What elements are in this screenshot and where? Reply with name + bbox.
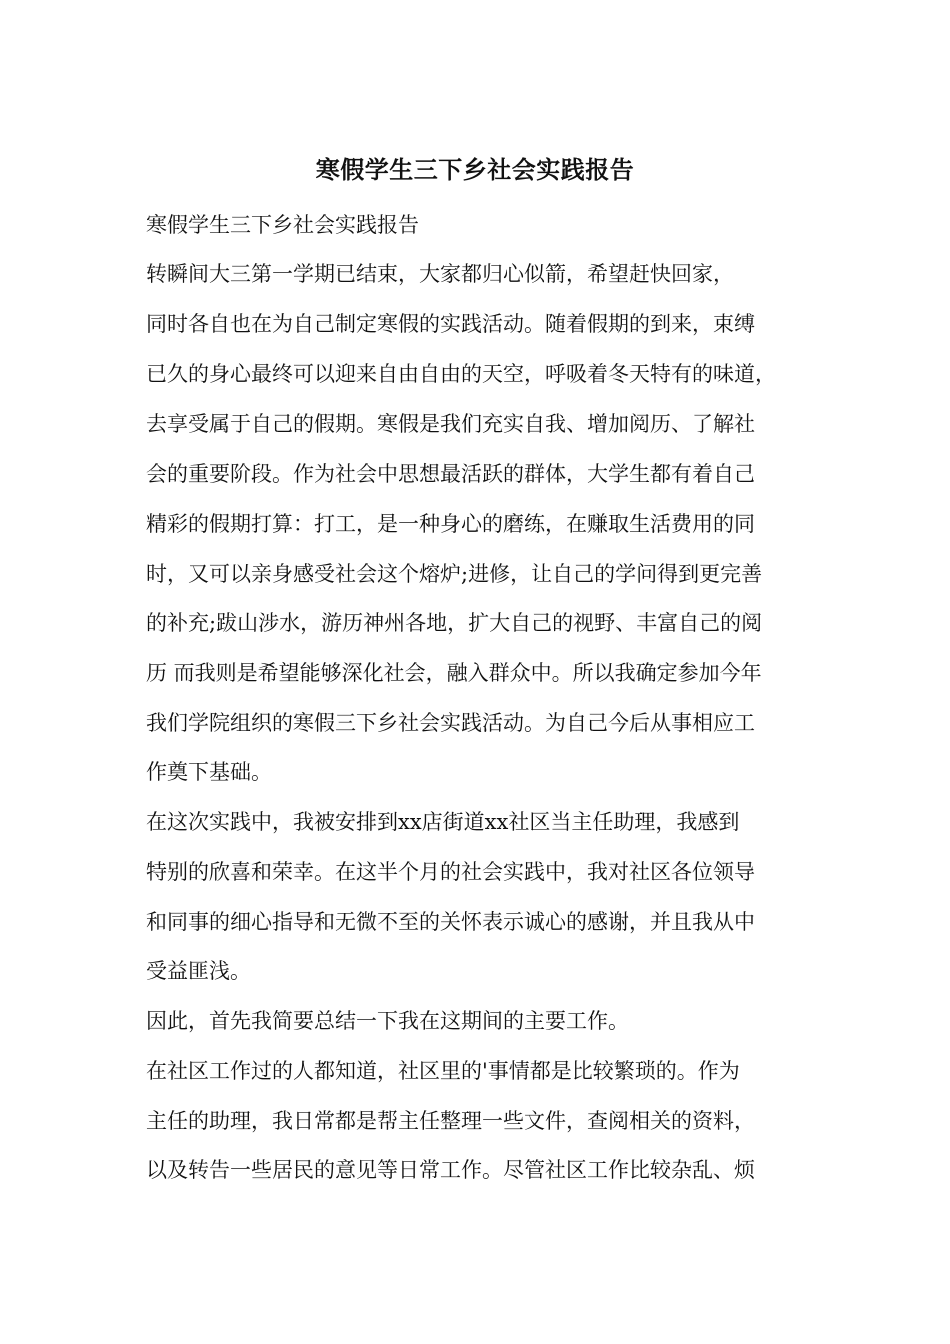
body-line: 去享受属于自己的假期。寒假是我们充实自我、增加阅历、了解社 [146,412,755,436]
body-line: 因此，首先我简要总结一下我在这期间的主要工作。 [146,1009,629,1033]
document-title: 寒假学生三下乡社会实践报告 [315,155,635,184]
body-line: 作奠下基础。 [146,760,272,784]
body-line: 特别的欣喜和荣幸。在这半个月的社会实践中，我对社区各位领导 [146,860,755,884]
body-line: 历 而我则是希望能够深化社会，融入群众中。所以我确定参加今年 [146,661,762,685]
body-line: 以及转告一些居民的意见等日常工作。尽管社区工作比较杂乱、烦 [146,1158,755,1182]
body-line: 时，又可以亲身感受社会这个熔炉;进修，让自己的学问得到更完善 [146,562,763,586]
body-line: 主任的助理，我日常都是帮主任整理一些文件，查阅相关的资料， [146,1109,755,1133]
body-line: 和同事的细心指导和无微不至的关怀表示诚心的感谢，并且我从中 [146,910,755,934]
body-line: 转瞬间大三第一学期已结束，大家都归心似箭，希望赶快回家， [146,262,734,286]
body-line: 同时各自也在为自己制定寒假的实践活动。随着假期的到来，束缚 [146,312,755,336]
body-line: 寒假学生三下乡社会实践报告 [146,213,419,237]
body-line: 我们学院组织的寒假三下乡社会实践活动。为自己今后从事相应工 [146,711,755,735]
body-line: 的补充;跋山涉水，游历神州各地，扩大自己的视野、丰富自己的阅 [146,611,763,635]
body-line: 精彩的假期打算：打工，是一种身心的磨练，在赚取生活费用的同 [146,512,755,536]
body-line: 已久的身心最终可以迎来自由自由的天空，呼吸着冬天特有的味道， [146,362,776,386]
body-line: 受益匪浅。 [146,959,251,983]
body-line: 在社区工作过的人都知道，社区里的'事情都是比较繁琐的。作为 [146,1059,740,1083]
body-line: 在这次实践中，我被安排到xx店街道xx社区当主任助理，我感到 [146,810,740,834]
body-line: 会的重要阶段。作为社会中思想最活跃的群体，大学生都有着自己 [146,462,755,486]
